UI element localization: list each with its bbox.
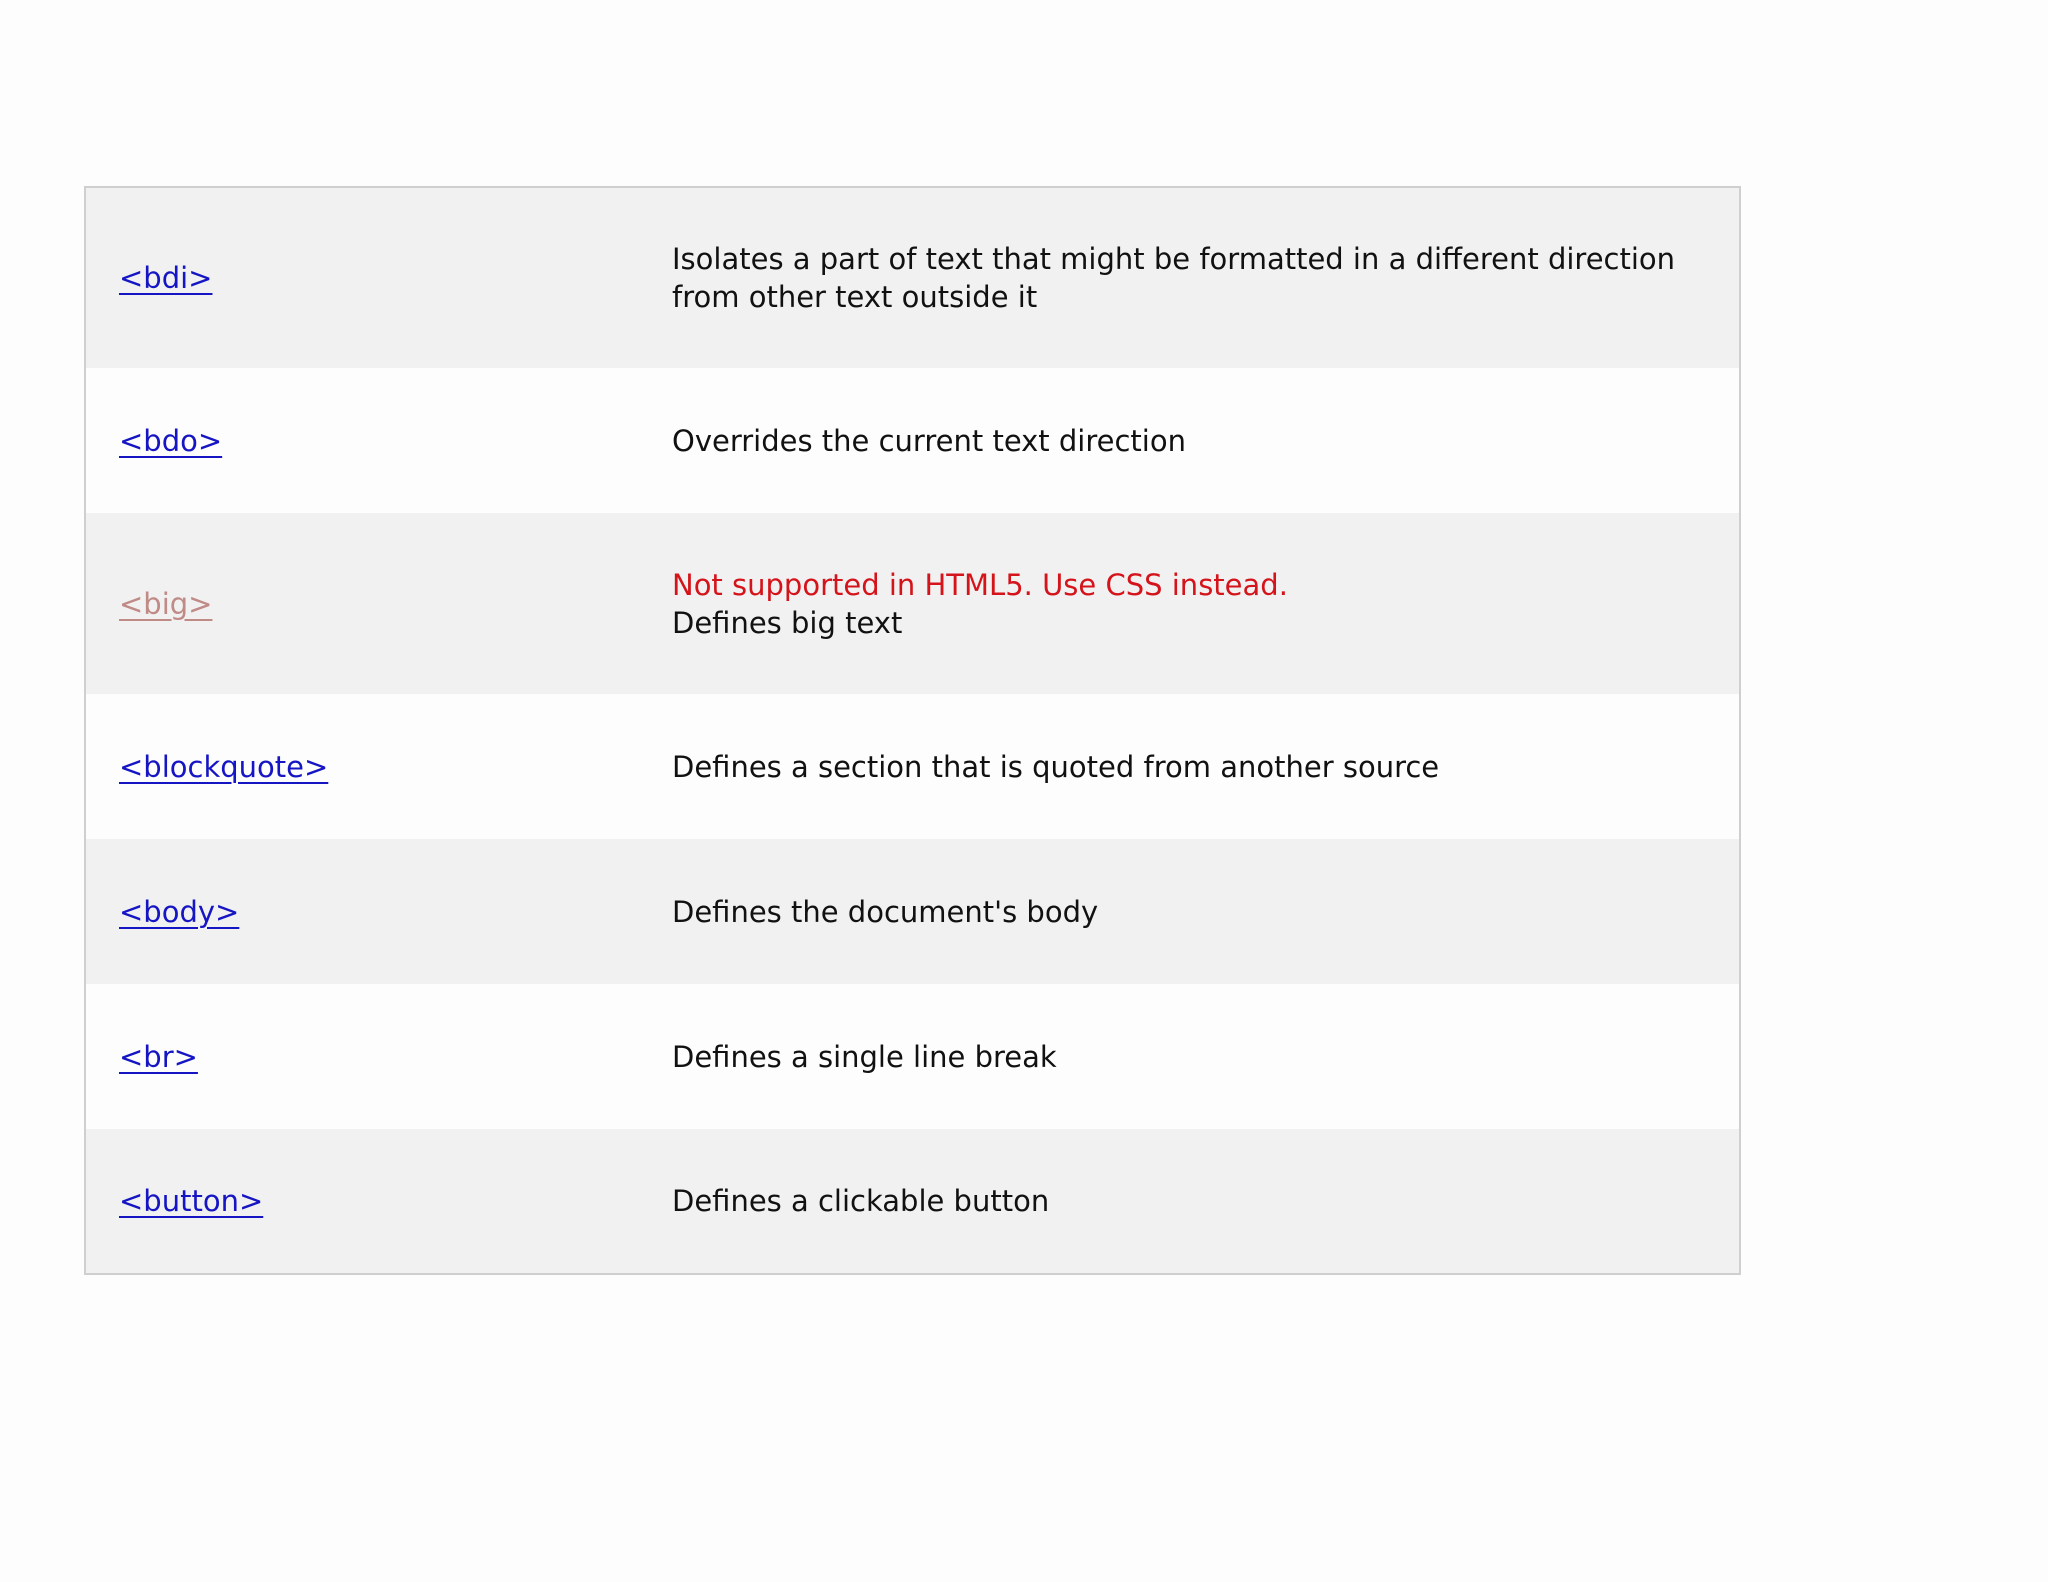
tag-link-button[interactable]: <button> <box>119 1184 264 1218</box>
description-text: Defines big text <box>672 605 903 640</box>
tag-link-bdo[interactable]: <bdo> <box>119 423 223 458</box>
table-row <box>85 984 1740 1129</box>
description-cell: Defines the document's body <box>672 894 1099 929</box>
table-row <box>85 513 1740 694</box>
deprecation-warning: Not supported in HTML5. Use CSS instead. <box>672 567 1288 602</box>
tag-link-big[interactable]: <big> <box>119 586 213 621</box>
table-row <box>85 1129 1740 1274</box>
description-cell: Defines a section that is quoted from another source <box>672 749 1440 784</box>
tag-cell <box>85 839 672 984</box>
description-cell: Isolates a part of text that might be formatted in a different direction from other text outside it <box>672 242 1676 314</box>
tag-cell <box>85 187 672 368</box>
tag-cell <box>85 984 672 1129</box>
description-cell <box>672 513 1740 694</box>
table-row <box>85 368 1740 513</box>
description-cell: Overrides the current text direction <box>672 423 1186 458</box>
tag-cell <box>85 1129 672 1274</box>
tag-cell <box>85 694 672 839</box>
table-row <box>85 187 1740 368</box>
tag-cell <box>85 368 672 513</box>
tag-link-body[interactable]: <body> <box>119 894 240 929</box>
table-row <box>85 839 1740 984</box>
tag-cell <box>85 513 672 694</box>
description-cell: Defines a clickable button <box>672 1184 1050 1218</box>
tag-link-bdi[interactable]: <bdi> <box>119 261 213 295</box>
tag-reference-table <box>84 186 1741 1275</box>
tag-link-blockquote[interactable]: <blockquote> <box>119 749 329 784</box>
description-cell: Defines a single line break <box>672 1039 1057 1074</box>
table-row <box>85 694 1740 839</box>
tag-link-br[interactable]: <br> <box>119 1039 198 1074</box>
